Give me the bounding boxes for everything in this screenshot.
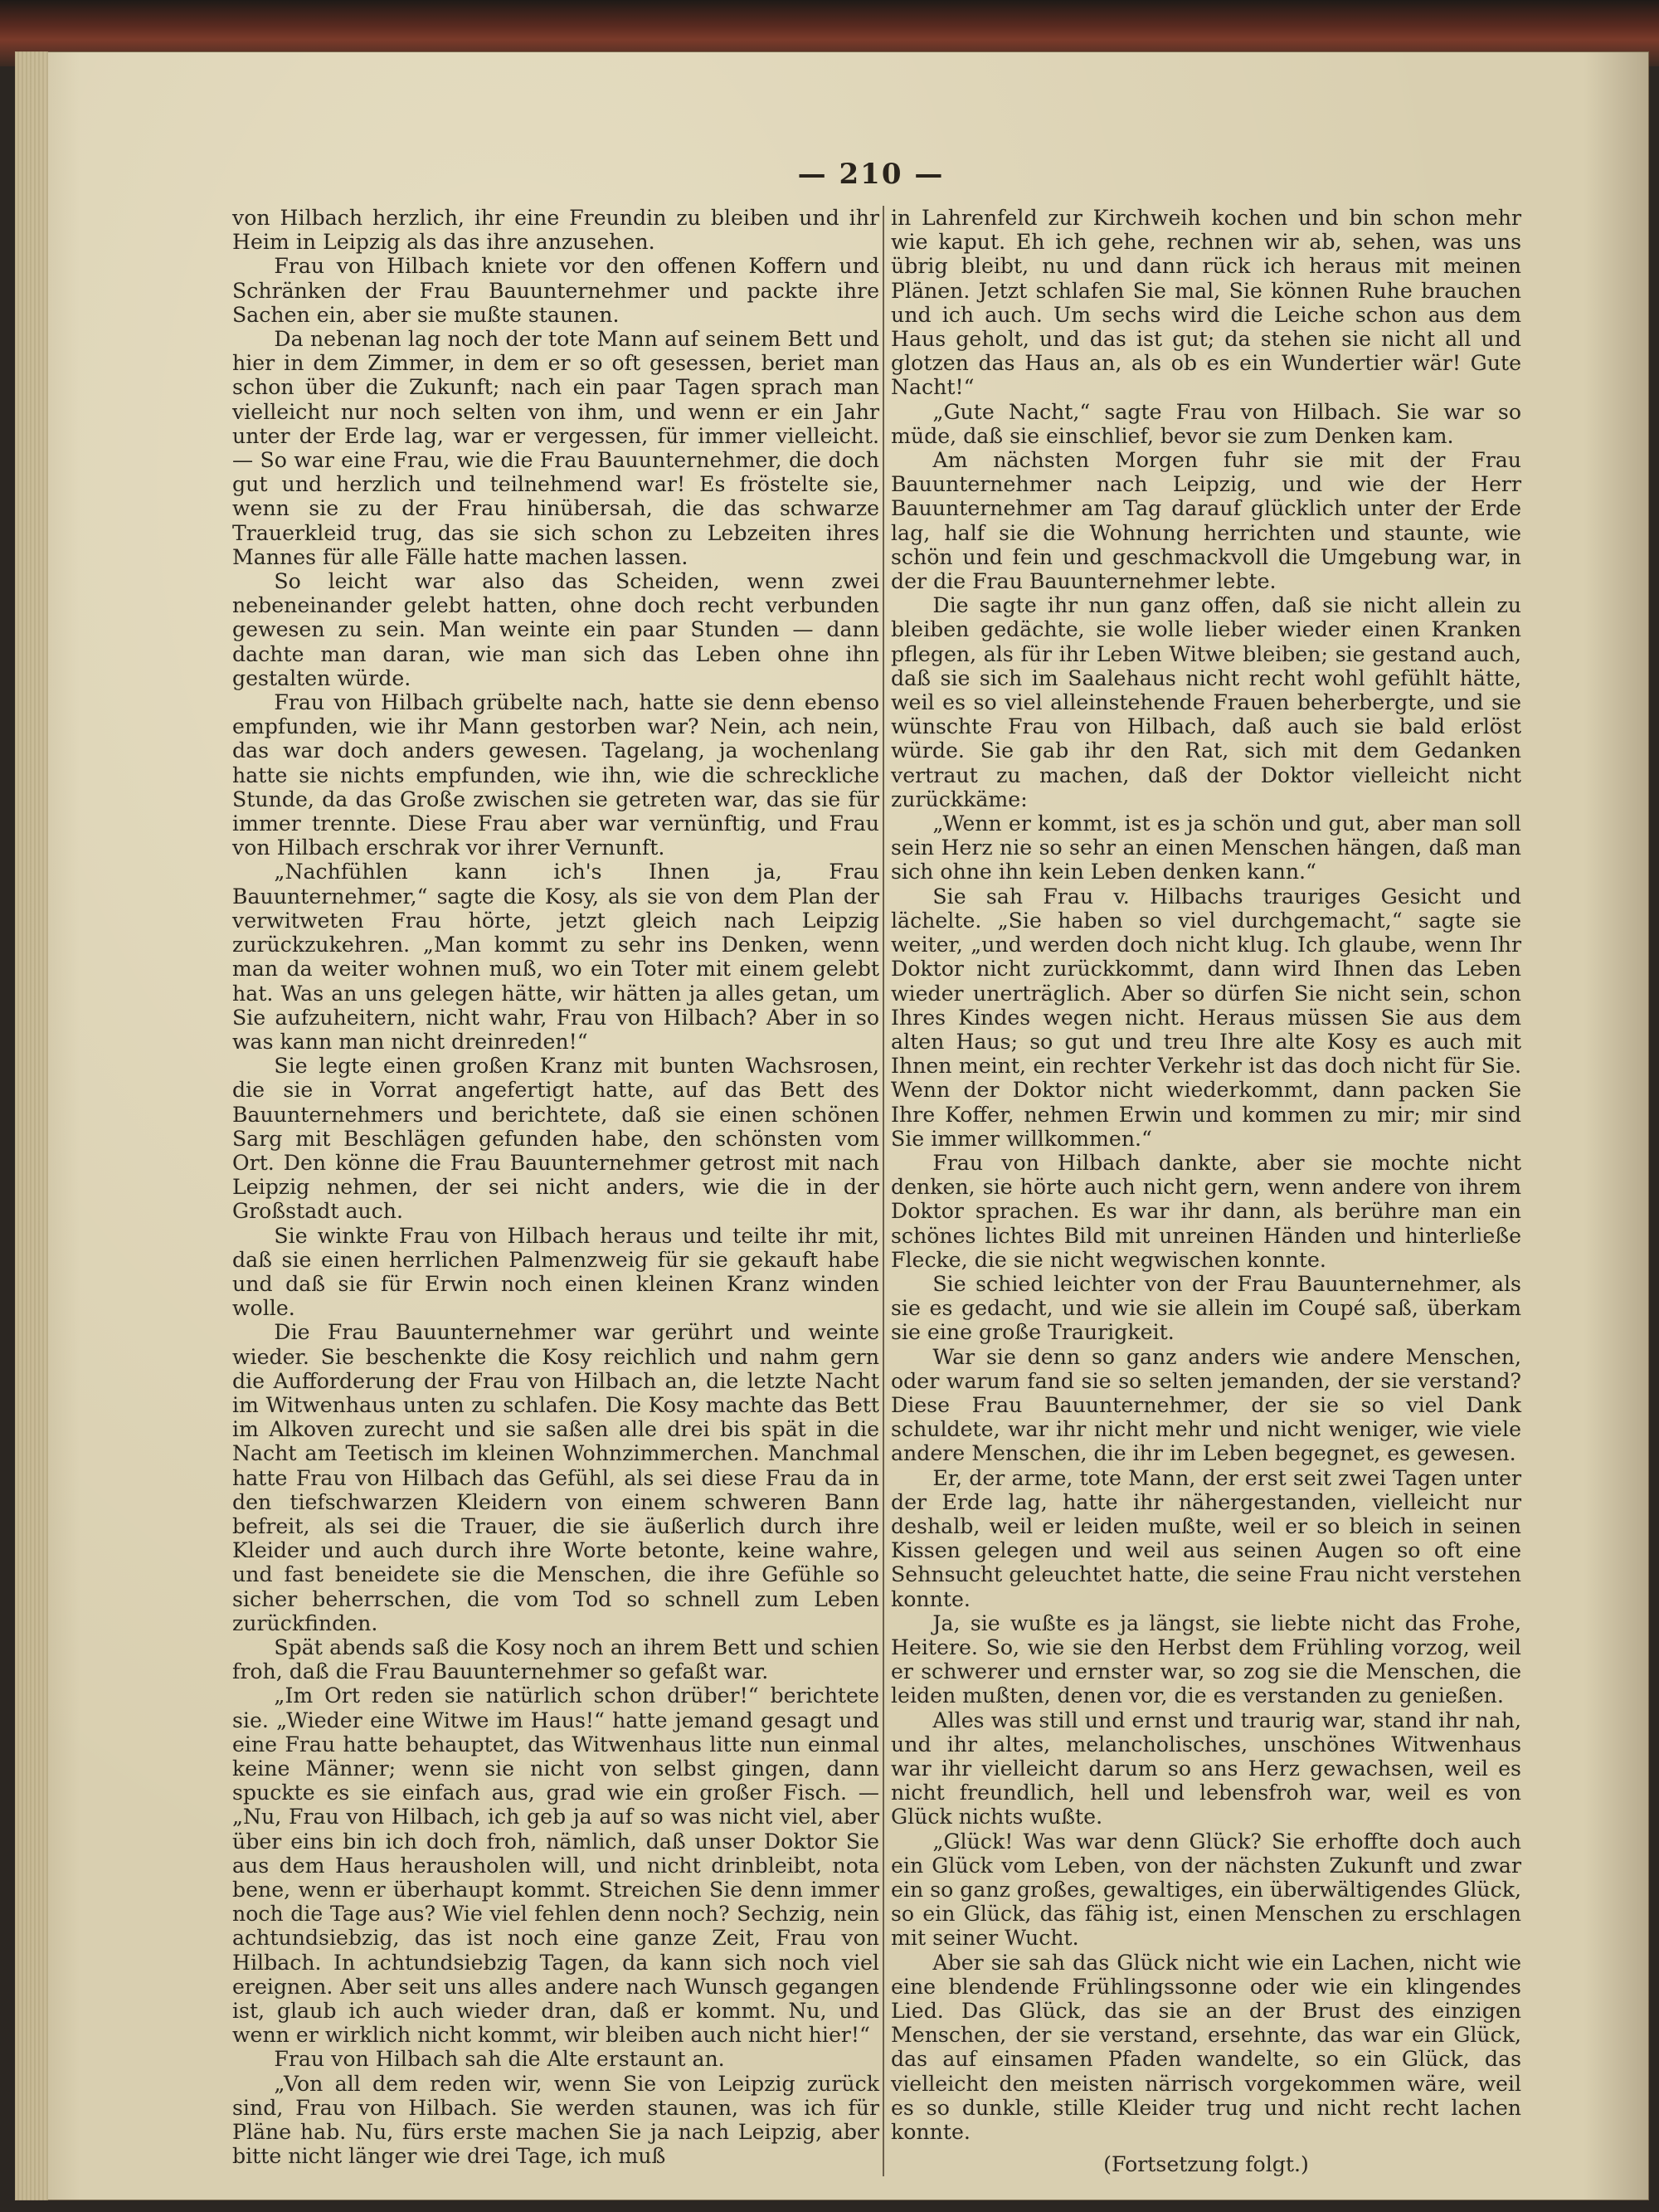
paragraph: Frau von Hilbach kniete vor den offenen Koffern und Schränken der Frau Bauunternehmer und packte ihre Sachen ein, aber sie mußte staunen. <box>232 254 879 327</box>
paragraph: von Hilbach herzlich, ihr eine Freundin zu bleiben und ihr Heim in Leipzig als das ihre anzusehen. <box>232 206 879 255</box>
text-column-left <box>232 206 879 2168</box>
paragraph: Sie winkte Frau von Hilbach heraus und teilte ihr mit, daß sie einen herrlichen Palmenzweig für sie gekauft habe und daß sie für Erwin noch einen kleinen Kranz winden wolle. <box>232 1223 879 1321</box>
paragraph: (Fortsetzung folgt.) <box>1103 2152 1309 2177</box>
paragraph: Die sagte ihr nun ganz offen, daß sie nicht allein zu bleiben gedächte, sie wolle lieber wieder einen Kranken pflegen, als für ihr Leben Witwe bleiben; sie gestand auch, daß sie sich im Saalehaus nicht recht wohl gefühlt hätte, weil es so viel alleinstehende Frauen beherbergte, und sie wünschte Frau von Hilbach, daß auch sie bald erlöst würde. Sie gab ihr den Rat, sich mit dem Gedanken vertraut zu machen, daß der Doktor vielleicht nicht zurückkäme: <box>891 593 1521 811</box>
text-column-right <box>883 206 1521 2176</box>
paragraph: Alles was still und ernst und traurig war, stand ihr nah, und ihr altes, melancholisches, unschönes Witwenhaus war ihr vielleicht darum so ans Herz gewachsen, weil es nicht freundlich, hell und lebensfroh war, weil es von Glück nichts wußte. <box>891 1708 1521 1830</box>
paragraph: Sie sah Frau v. Hilbachs trauriges Gesicht und lächelte. „Sie haben so viel durchgemacht,“ sagte sie weiter, „und werden doch nicht klug. Ich glaube, wenn Ihr Doktor nicht zurückkommt, dann wird Ihnen das Leben wieder unerträglich. Aber so dürfen Sie nicht sein, schon Ihres Kindes wegen nicht. Heraus müssen Sie aus dem alten Haus; so gut und treu Ihre alte Kosy es auch mit Ihnen meint, ein rechter Verkehr ist das doch nicht für Sie. Wenn der Doktor nicht wiederkommt, dann packen Sie Ihre Koffer, nehmen Erwin und kommen zu mir; mir sind Sie immer willkommen.“ <box>891 884 1521 1151</box>
paragraph: „Im Ort reden sie natürlich schon drüber!“ berichtete sie. „Wieder eine Witwe im Haus!“ hatte jemand gesagt und eine Frau hatte behauptet, das Witwenhaus litte nun einmal keine Männer; wenn sie nicht von selbst gingen, dann spuckte es sie einfach aus, grad wie ein großer Fisch. — „Nu, Frau von Hilbach, ich geb ja auf so was nicht viel, aber über eins bin ich doch froh, nämlich, daß unser Doktor Sie aus dem Haus herausholen will, und nicht drinbleibt, nota bene, wenn er überhaupt kommt. Streichen Sie denn immer noch die Tage aus? Wie viel fehlen denn noch? Sechzig, nein achtundsiebzig, das ist noch eine ganze Zeit, Frau von Hilbach. In achtundsiebzig Tagen, da kann sich noch viel ereignen. Aber seit uns alles andere nach Wunsch gegangen ist, glaub ich auch wieder dran, daß er kommt. Nu, und wenn er wirklich nicht kommt, wir bleiben auch nicht hier!“ <box>232 1683 879 2048</box>
paragraph: Frau von Hilbach grübelte nach, hatte sie denn ebenso empfunden, wie ihr Mann gestorben war? Nein, ach nein, das war doch anders gewesen. Tagelang, ja wochenlang hatte sie nichts empfunden, wie ihn, wie die schreckliche Stunde, da das Große zwischen sie getreten war, das sie für immer trennte. Diese Frau aber war vernünftig, und Frau von Hilbach erschrak vor ihrer Vernunft. <box>232 690 879 860</box>
paragraph: „Nachfühlen kann ich's Ihnen ja, Frau Bauunternehmer,“ sagte die Kosy, als sie von dem Plan der verwitweten Frau hörte, jetzt gleich nach Leipzig zurückzukehren. „Man kommt zu sehr ins Denken, wenn man da weiter wohnen muß, wo ein Toter mit einem gelebt hat. Was an uns gelegen hätte, wir hätten ja alles getan, um Sie aufzuheitern, nicht wahr, Frau von Hilbach? Aber in so was kann man nicht dreinreden!“ <box>232 860 879 1054</box>
paragraph: „Gute Nacht,“ sagte Frau von Hilbach. Sie war so müde, daß sie einschlief, bevor sie zum Denken kam. <box>891 399 1521 448</box>
paragraph: So leicht war also das Scheiden, wenn zwei nebeneinander gelebt hatten, ohne doch recht verbunden gewesen zu sein. Man weinte ein paar Stunden — dann dachte man daran, wie man sich das Leben ohne ihn gestalten würde. <box>232 569 879 690</box>
paragraph: Ja, sie wußte es ja längst, sie liebte nicht das Frohe, Heitere. So, wie sie den Herbst dem Frühling vorzog, weil er schwerer und ernster war, so zog sie die Menschen, die leiden mußten, denen vor, die es verstanden zu genießen. <box>891 1610 1521 1708</box>
paragraph: Sie schied leichter von der Frau Bauunternehmer, als sie es gedacht, und wie sie allein im Coupé saß, überkam sie eine große Traurigkeit. <box>891 1271 1521 1345</box>
paragraph: Spät abends saß die Kosy noch an ihrem Bett und schien froh, daß die Frau Bauunternehmer so gefaßt war. <box>232 1635 879 1684</box>
paragraph: „Von all dem reden wir, wenn Sie von Leipzig zurück sind, Frau von Hilbach. Sie werden staunen, was ich für Pläne hab. Nu, fürs erste machen Sie ja nach Leipzig, aber bitte nicht länger wie drei Tage, ich muß <box>232 2071 879 2169</box>
page-stack-edges <box>15 51 48 2200</box>
page-number: — 210 — <box>797 158 945 191</box>
paragraph: Da nebenan lag noch der tote Mann auf seinem Bett und hier in dem Zimmer, in dem er so oft gesessen, beriet man schon über die Zukunft; nach ein paar Tagen sprach man vielleicht nur noch selten von ihm, und wenn er ein Jahr unter der Erde lag, war er vergessen, für immer vielleicht. — So war eine Frau, wie die Frau Bauunternehmer, die doch gut und herzlich und teilnehmend war! Es fröstelte sie, wenn sie zu der Frau hinübersah, die das schwarze Trauerkleid trug, das sie sich schon zu Lebzeiten ihres Mannes für alle Fälle hatte machen lassen. <box>232 327 879 569</box>
paragraph: Frau von Hilbach sah die Alte erstaunt an. <box>274 2047 725 2072</box>
paragraph: „Wenn er kommt, ist es ja schön und gut, aber man soll sein Herz nie so sehr an einen Menschen hängen, daß man sich ohne ihn kein Leben denken kann.“ <box>891 811 1521 884</box>
paragraph: Frau von Hilbach dankte, aber sie mochte nicht denken, sie hörte auch nicht gern, wenn andere von ihrem Doktor sprachen. Es war ihr dann, als berühre man ein schönes lichtes Bild mit unreinen Händen und hinterließe Flecke, die sie nicht wegwischen konnte. <box>891 1150 1521 1272</box>
paragraph: in Lahrenfeld zur Kirchweih kochen und bin schon mehr wie kaput. Eh ich gehe, rechnen wir ab, sehen, was uns übrig bleibt, nu und dann rück ich heraus mit meinen Plänen. Jetzt schlafen Sie mal, Sie können Ruhe brauchen und ich auch. Um sechs wird die Leiche schon aus dem Haus geholt, und das ist gut; da stehen sie nicht all und glotzen das Haus an, als ob es ein Wundertier wär! Gute Nacht!“ <box>891 206 1521 400</box>
paragraph: „Glück! Was war denn Glück? Sie erhoffte doch auch ein Glück vom Leben, von der nächsten Zukunft und zwar ein so ganz großes, gewaltiges, ein überwältigendes Glück, so ein Glück, das fähig ist, einen Menschen zu erschlagen mit seiner Wucht. <box>891 1829 1522 1951</box>
paragraph: Am nächsten Morgen fuhr sie mit der Frau Bauunternehmer nach Leipzig, und wie der Herr Bauunternehmer am Tag darauf glücklich unter der Erde lag, half sie die Wohnung herrichten und staunte, wie schön und fein und geschmackvoll die Umgebung war, in der die Frau Bauunternehmer lebte. <box>891 448 1521 594</box>
paragraph: War sie denn so ganz anders wie andere Menschen, oder warum fand sie so selten jemanden, der sie verstand? Diese Frau Bauunternehmer, der sie so viel Dank schuldete, war ihr nicht mehr und nicht weniger, wie viele andere Menschen, die ihr im Leben begegnet, es gewesen. <box>891 1344 1521 1466</box>
paragraph: Sie legte einen großen Kranz mit bunten Wachsrosen, die sie in Vorrat angefertigt hatte, auf das Bett des Bauunternehmers und berichtete, daß sie einen schönen Sarg mit Beschlägen gefunden habe, den schönsten vom Ort. Den könne die Frau Bauunternehmer getrost mit nach Leipzig nehmen, der sei nicht anders, wie die in der Großstadt auch. <box>232 1054 879 1224</box>
paragraph: Die Frau Bauunternehmer war gerührt und weinte wieder. Sie beschenkte die Kosy reichlich und nahm gern die Aufforderung der Frau von Hilbach an, die letzte Nacht im Witwenhaus unten zu schlafen. Die Kosy machte das Bett im Alkoven zurecht und sie saßen alle drei bis spät in die Nacht am Teetisch im kleinen Wohnzimmerchen. Manchmal hatte Frau von Hilbach das Gefühl, als sei diese Frau da in den tiefschwarzen Kleidern von einem schweren Bann befreit, als sei die Trauer, die sie äußerlich durch ihre Kleider und auch durch ihre Worte betonte, keine wahre, und fast beneidete sie die Menschen, die ihre Gefühle so sicher beherrschen, die vom Tod so schnell zum Leben zurückfinden. <box>232 1320 879 1635</box>
paragraph: Er, der arme, tote Mann, der erst seit zwei Tagen unter der Erde lag, hatte ihr nähergestanden, vielleicht nur deshalb, weil er leiden mußte, weil er so bleich in seinen Kissen gelegen und weil aus seinen Augen so oft eine Sehnsucht geleuchtet hatte, die seine Frau nicht verstehen konnte. <box>891 1465 1521 1611</box>
paragraph: Aber sie sah das Glück nicht wie ein Lachen, nicht wie eine blendende Frühlingssonne oder wie ein klingendes Lied. Das Glück, das sie an der Brust des einzigen Menschen, der sie verstand, ersehnte, das war ein Glück, das auf einsamen Pfaden wandelte, so ein Glück, das vielleicht den meisten närrisch vorgekommen wäre, weil es so dunkle, stille Kleider trug und nicht recht lachen konnte. <box>891 1950 1521 2145</box>
